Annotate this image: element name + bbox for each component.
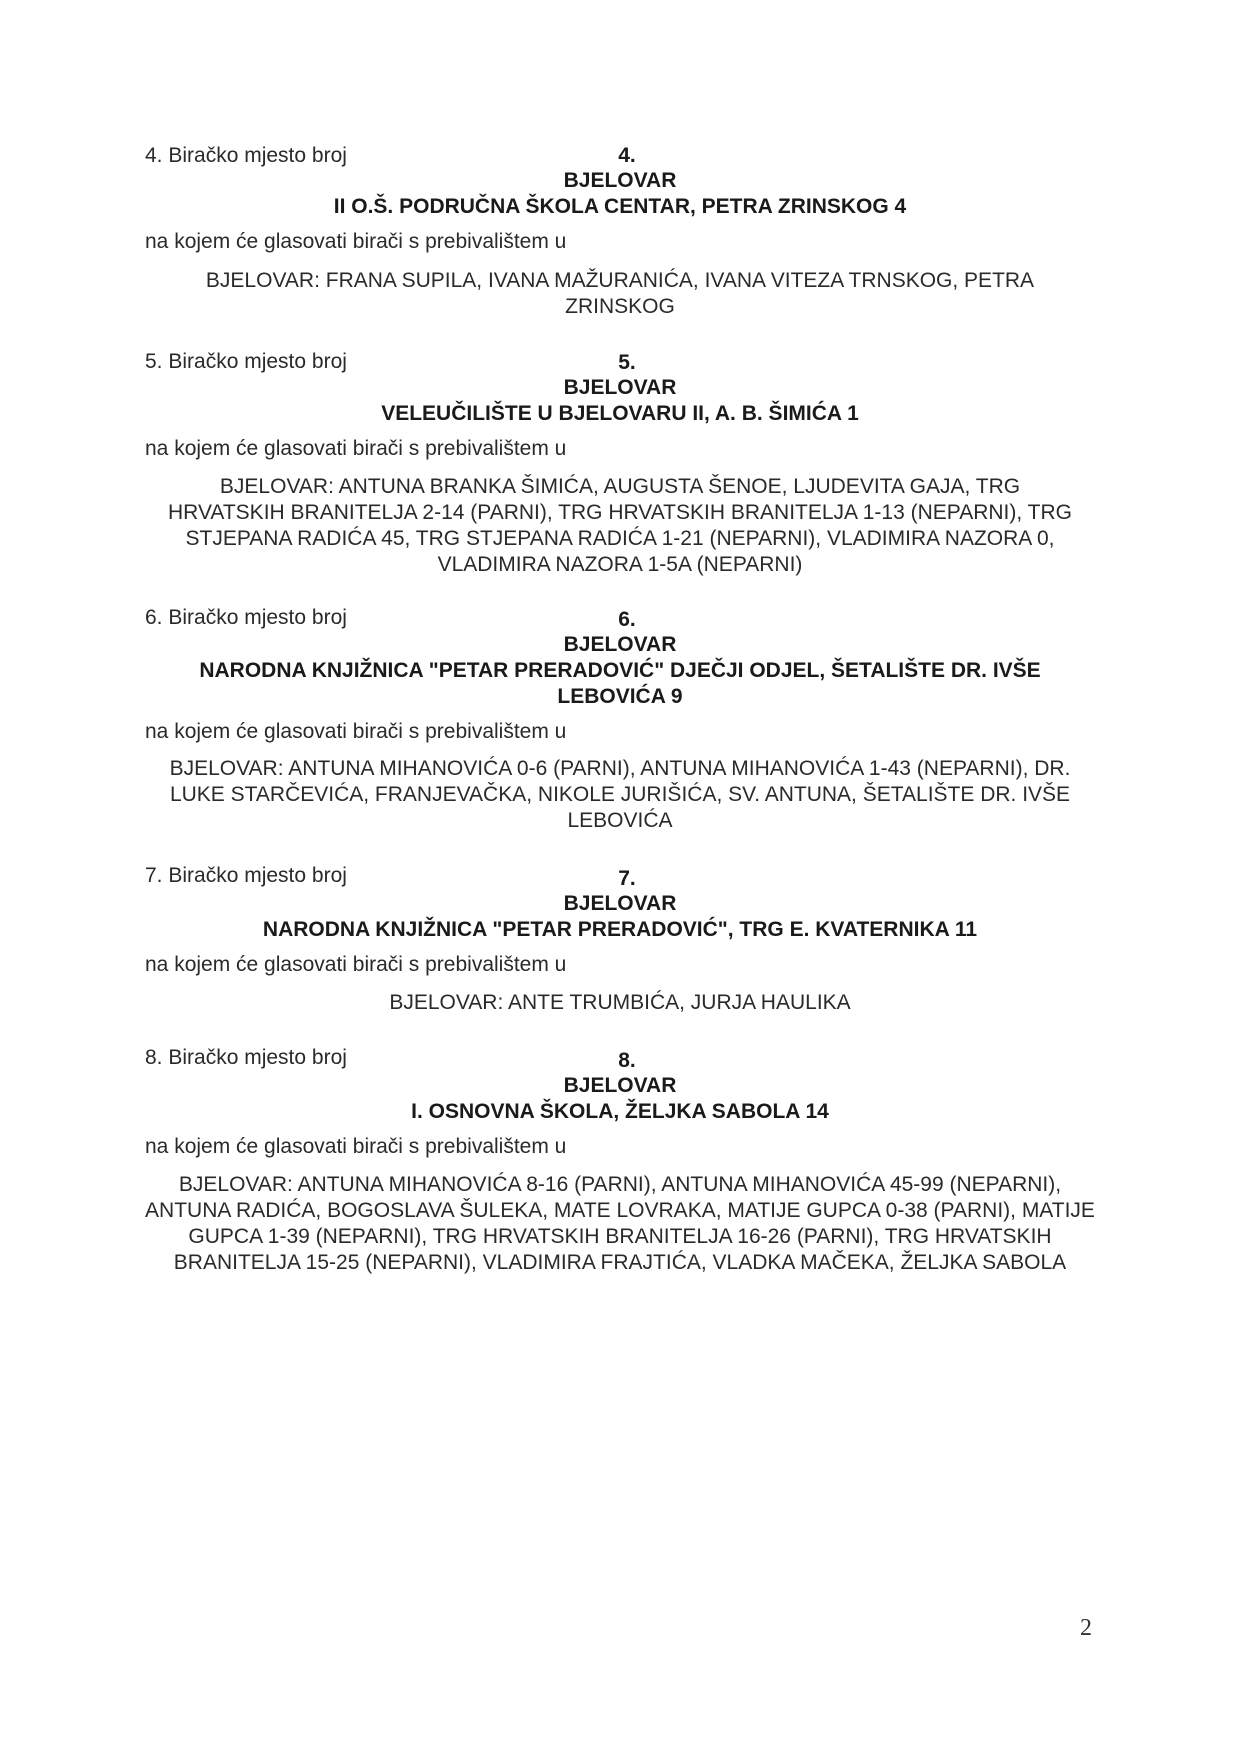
- streets-list: BJELOVAR: ANTE TRUMBIĆA, JURJA HAULIKA: [389, 991, 851, 1014]
- station-city: BJELOVAR: [563, 169, 677, 192]
- voters-intro: na kojem će glasovati birači s prebivalištem u: [145, 230, 567, 253]
- entry-label: 6. Biračko mjesto broj: [145, 606, 347, 629]
- entry-label: 7. Biračko mjesto broj: [145, 864, 347, 887]
- station-location: NARODNA KNJIŽNICA "PETAR PRERADOVIĆ" DJEČJI ODJEL, ŠETALIŠTE DR. IVŠE LEBOVIĆA 9: [199, 659, 1041, 708]
- voters-intro: na kojem će glasovati birači s prebivalištem u: [145, 953, 567, 976]
- station-number: 4.: [618, 144, 636, 167]
- station-number: 6.: [618, 608, 636, 631]
- streets-list: BJELOVAR: ANTUNA MIHANOVIĆA 0-6 (PARNI), ANTUNA MIHANOVIĆA 1-43 (NEPARNI), DR. LUKE STARČEVIĆA, FRANJEVAČKA, NIKOLE JURIŠIĆA, SV. ANTUNA, ŠETALIŠTE DR. IVŠE LEBOVIĆA: [169, 757, 1071, 832]
- entry-label: 5. Biračko mjesto broj: [145, 350, 347, 373]
- entry-label: 8. Biračko mjesto broj: [145, 1046, 347, 1069]
- station-number: 8.: [618, 1049, 636, 1072]
- station-location: VELEUČILIŠTE U BJELOVARU II, A. B. ŠIMIĆA 1: [381, 402, 859, 425]
- streets-list: BJELOVAR: FRANA SUPILA, IVANA MAŽURANIĆA, IVANA VITEZA TRNSKOG, PETRA ZRINSKOG: [205, 269, 1035, 318]
- streets-list: BJELOVAR: ANTUNA BRANKA ŠIMIĆA, AUGUSTA ŠENOE, LJUDEVITA GAJA, TRG HRVATSKIH BRANITELJA 2-14 (PARNI), TRG HRVATSKIH BRANITELJA 1-13 (NEPARNI), TRG STJEPANA RADIĆA 45, TRG STJEPANA RADIĆA 1-21 (NEPARNI), VLADIMIRA NAZORA 0, VLADIMIRA NAZORA 1-5A (NEPARNI): [168, 475, 1072, 576]
- voters-intro: na kojem će glasovati birači s prebivalištem u: [145, 1135, 567, 1158]
- station-location: I. OSNOVNA ŠKOLA, ŽELJKA SABOLA 14: [411, 1100, 829, 1123]
- station-number: 5.: [618, 351, 636, 374]
- station-city: BJELOVAR: [563, 892, 677, 915]
- voters-intro: na kojem će glasovati birači s prebivalištem u: [145, 720, 567, 743]
- station-location: II O.Š. PODRUČNA ŠKOLA CENTAR, PETRA ZRINSKOG 4: [333, 195, 907, 218]
- station-location: NARODNA KNJIŽNICA "PETAR PRERADOVIĆ", TRG E. KVATERNIKA 11: [262, 918, 978, 941]
- page-number: 2: [1080, 1615, 1092, 1641]
- streets-list: BJELOVAR: ANTUNA MIHANOVIĆA 8-16 (PARNI), ANTUNA MIHANOVIĆA 45-99 (NEPARNI), ANTUNA RADIĆA, BOGOSLAVA ŠULEKA, MATE LOVRAKA, MATIJE GUPCA 0-38 (PARNI), MATIJE GUPCA 1-39 (NEPARNI), TRG HRVATSKIH BRANITELJA 16-26 (PARNI), TRG HRVATSKIH BRANITELJA 15-25 (NEPARNI), VLADIMIRA FRAJTIĆA, VLADKA MAČEKA, ŽELJKA SABOLA: [145, 1173, 1095, 1274]
- entry-label: 4. Biračko mjesto broj: [145, 144, 347, 167]
- station-number: 7.: [618, 867, 636, 890]
- station-city: BJELOVAR: [563, 633, 677, 656]
- station-city: BJELOVAR: [563, 1074, 677, 1097]
- station-city: BJELOVAR: [563, 376, 677, 399]
- voters-intro: na kojem će glasovati birači s prebivalištem u: [145, 437, 567, 460]
